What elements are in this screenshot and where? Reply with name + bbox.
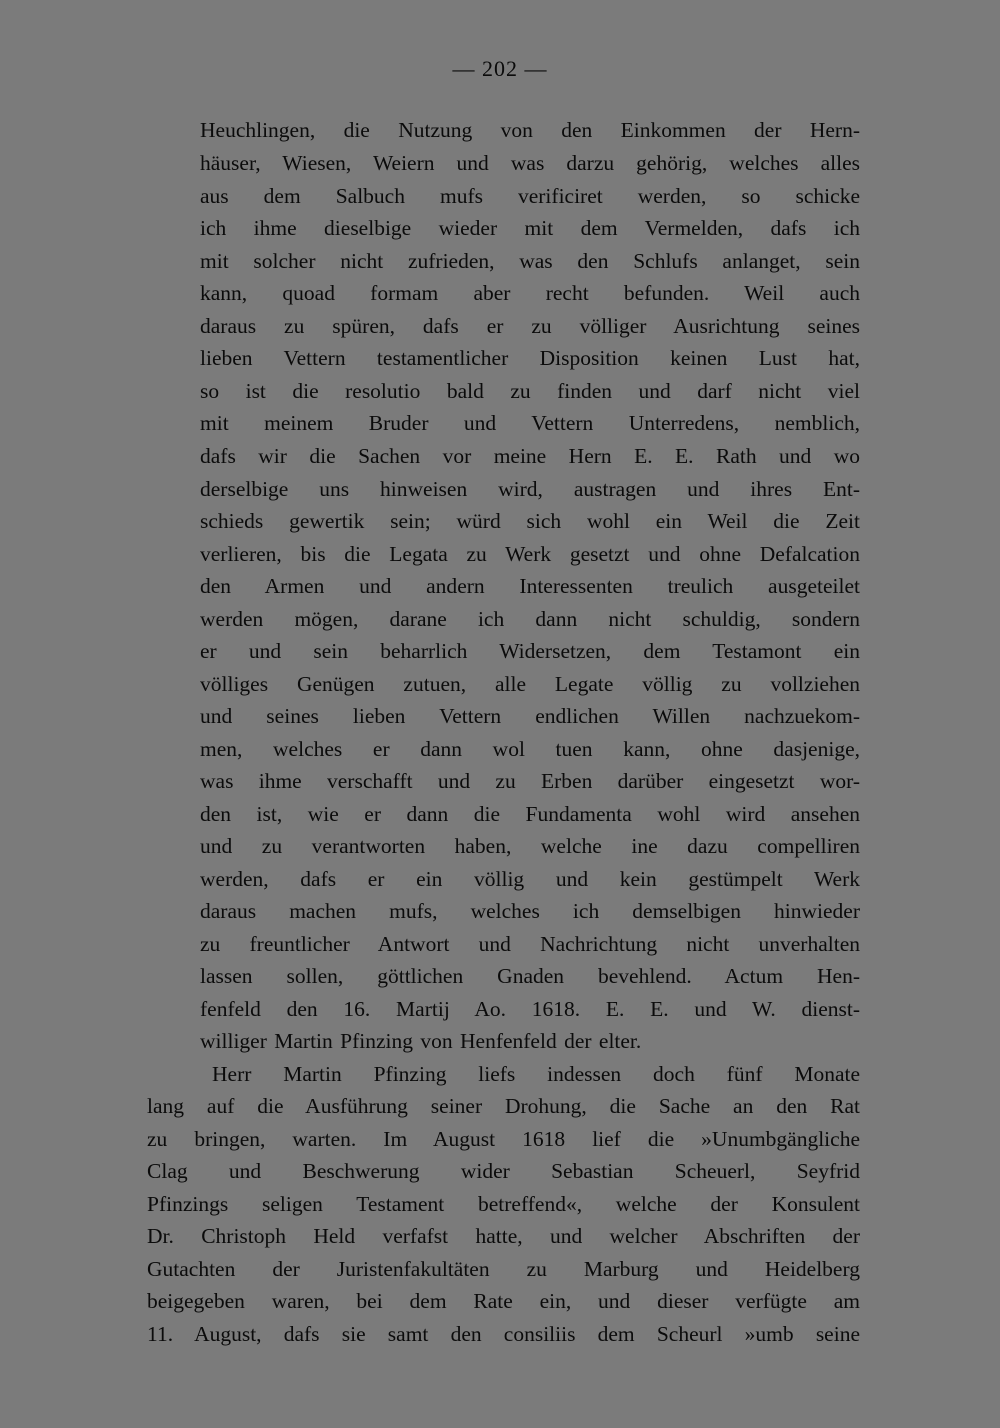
quote-line: ich ihme dieselbige wieder mit dem Vermelden, dafs ich xyxy=(200,216,860,240)
paragraph-line: Clag und Beschwerung wider Sebastian Scheuerl, Seyfrid xyxy=(147,1159,860,1183)
paragraph-line: Herr Martin Pfinzing liefs indessen doch fünf Monate xyxy=(212,1062,860,1086)
paragraph-line: Dr. Christoph Held verfafst hatte, und welcher Abschriften der xyxy=(147,1224,860,1248)
quote-line: den Armen und andern Interessenten treulich ausgeteilet xyxy=(200,574,860,598)
quote-line: aus dem Salbuch mufs verificiret werden, so schicke xyxy=(200,184,860,208)
quote-line: lassen sollen, göttlichen Gnaden bevehlend. Actum Hen- xyxy=(200,964,860,988)
paragraph-line: 11. August, dafs sie samt den consiliis dem Scheurl »umb seine xyxy=(147,1322,860,1346)
quote-line: verlieren, bis die Legata zu Werk gesetzt und ohne Defalcation xyxy=(200,542,860,566)
quote-line: und seines lieben Vettern endlichen Willen nachzuekom- xyxy=(200,704,860,728)
quote-line: fenfeld den 16. Martij Ao. 1618. E. E. und W. dienst- xyxy=(200,997,860,1021)
quote-line: er und sein beharrlich Widersetzen, dem Testamont ein xyxy=(200,639,860,663)
paragraph-line: zu bringen, warten. Im August 1618 lief die »Unumbgängliche xyxy=(147,1127,860,1151)
quote-line: schieds gewertik sein; würd sich wohl ein Weil die Zeit xyxy=(200,509,860,533)
quote-line: werden, dafs er ein völlig und kein gestümpelt Werk xyxy=(200,867,860,891)
quote-line: derselbige uns hinweisen wird, austragen und ihres Ent- xyxy=(200,477,860,501)
quote-line: mit solcher nicht zufrieden, was den Schlufs anlanget, sein xyxy=(200,249,860,273)
quote-line: Heuchlingen, die Nutzung von den Einkommen der Hern- xyxy=(200,118,860,142)
quote-line: daraus machen mufs, welches ich demselbigen hinwieder xyxy=(200,899,860,923)
quote-line: daraus zu spüren, dafs er zu völliger Ausrichtung seines xyxy=(200,314,860,338)
paragraph-line: Gutachten der Juristenfakultäten zu Marburg und Heidelberg xyxy=(147,1257,860,1281)
quote-line: lieben Vettern testamentlicher Disposition keinen Lust hat, xyxy=(200,346,860,370)
quote-line: kann, quoad formam aber recht befunden. Weil auch xyxy=(200,281,860,305)
page-number: — 202 — xyxy=(452,56,548,81)
quote-line: zu freuntlicher Antwort und Nachrichtung nicht unverhalten xyxy=(200,932,860,956)
quote-line: mit meinem Bruder und Vettern Unterredens, nemblich, xyxy=(200,411,860,435)
paragraph-line: beigegeben waren, bei dem Rate ein, und dieser verfügte am xyxy=(147,1289,860,1313)
quote-line: werden mögen, darane ich dann nicht schuldig, sondern xyxy=(200,607,860,631)
quote-line: völliges Genügen zutuen, alle Legate völlig zu vollziehen xyxy=(200,672,860,696)
paragraph-line: lang auf die Ausführung seiner Drohung, die Sache an den Rat xyxy=(147,1094,860,1118)
quote-line: den ist, wie er dann die Fundamenta wohl wird ansehen xyxy=(200,802,860,826)
quote-line: so ist die resolutio bald zu finden und darf nicht viel xyxy=(200,379,860,403)
quote-line: häuser, Wiesen, Weiern und was darzu gehörig, welches alles xyxy=(200,151,860,175)
quote-line: was ihme verschafft und zu Erben darüber eingesetzt wor- xyxy=(200,769,860,793)
paragraph-line: Pfinzings seligen Testament betreffend«, welche der Konsulent xyxy=(147,1192,860,1216)
quote-line: men, welches er dann wol tuen kann, ohne dasjenige, xyxy=(200,737,860,761)
quote-line: williger Martin Pfinzing von Henfenfeld der elter. xyxy=(200,1029,642,1053)
quote-line: und zu verantworten haben, welche ine dazu compelliren xyxy=(200,834,860,858)
quote-line: dafs wir die Sachen vor meine Hern E. E. Rath und wo xyxy=(200,444,860,468)
